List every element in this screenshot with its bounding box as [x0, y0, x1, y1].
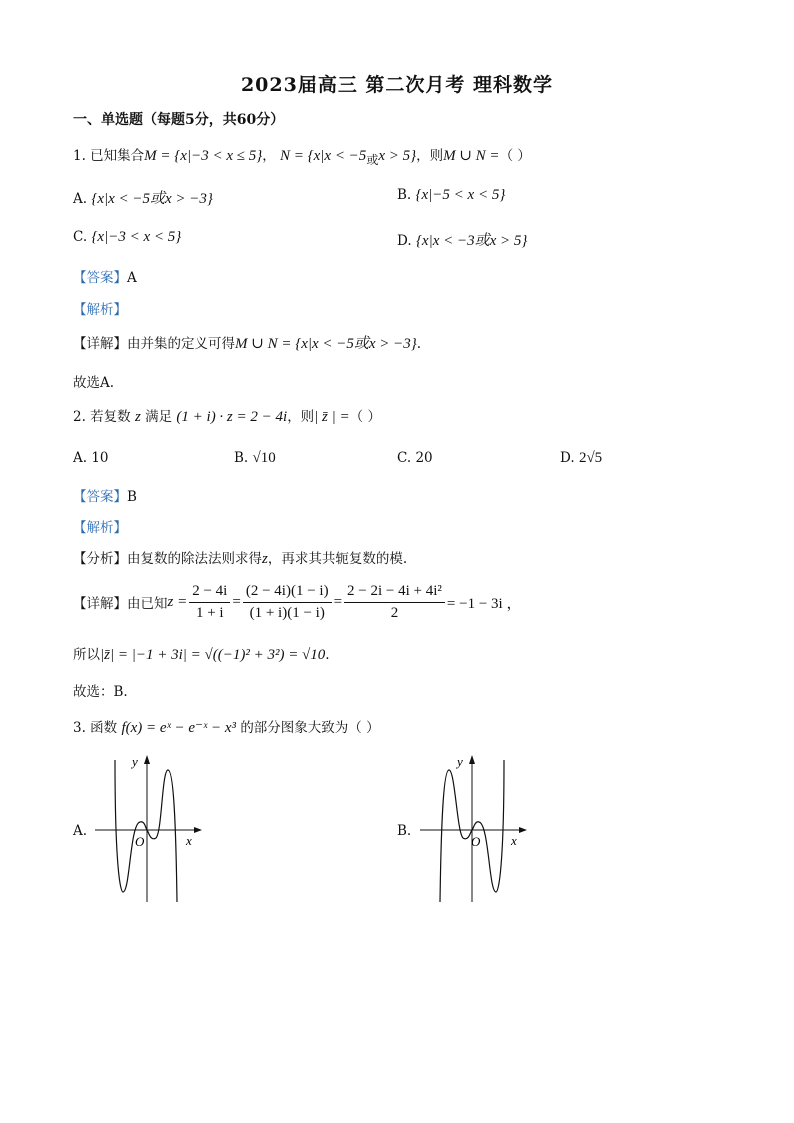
q2-fenxi-a: 由复数的除法法则求得 — [127, 551, 262, 567]
q2-fenxi — [73, 547, 407, 568]
q2-detail-result: = −1 − 3i ， — [446, 595, 522, 612]
q2-stem-mid: 满足 — [145, 409, 173, 425]
q1-detail-tag: 【详解】 — [73, 336, 127, 352]
q1-option-d-label: D. — [397, 233, 412, 249]
q2-detail-text: 由已知 — [127, 596, 168, 612]
q3-option-b-label: B. — [397, 823, 412, 839]
q2-stem — [73, 405, 381, 426]
q2-option-b-value: √10 — [252, 450, 276, 466]
q2-stem-prefix: 2. 若复数 — [73, 409, 131, 425]
q2-fraction-1-den: 1 + i — [195, 604, 224, 621]
q2-fenxi-z: z — [262, 551, 268, 567]
q1-union: M ∪ N = — [443, 148, 500, 164]
q1-stem — [73, 144, 531, 168]
q2-option-c — [397, 450, 433, 466]
q1-detail — [73, 332, 421, 353]
q2-fraction-2-den: (1 + i)(1 − i) — [249, 604, 325, 621]
q1-detail-end: . — [416, 336, 422, 352]
page-title: 2023届高三 第二次月考 理科数学 — [240, 74, 554, 96]
graph-a-origin-label: O — [135, 834, 145, 849]
q2-fraction-2 — [243, 583, 332, 622]
section-heading: 一、单选题（每题5分，共60分） — [73, 112, 285, 128]
graph-a-curve — [115, 760, 177, 902]
q2-detail: 【详解】 由已知 z = $\frac{2 - 4i}{1 + i}$ = $\frac{(2 - 4i)(1 - i)}{(1 + i)(1 - i)}$ = $\frac{\text{2 − 2i − 4i + 4i²}}{2}$ = −1 − 3i ， — [73, 582, 522, 621]
q2-z: z — [134, 409, 141, 425]
q2-answer — [73, 485, 137, 505]
q1-option-a — [73, 187, 213, 208]
q2-option-d-label: D. — [560, 450, 575, 466]
q1-set-n-or: 或 — [366, 153, 379, 167]
q2-fraction-1-num: 2 − 4i — [189, 583, 230, 603]
q1-set-n-b: x > 5} — [378, 148, 417, 164]
q2-option-a — [73, 450, 109, 466]
graph-b-x-label: x — [511, 833, 517, 848]
q2-fraction-3-num: 2 − 2i − 4i + 4i² — [344, 583, 445, 603]
q3-stem-prefix: 3. 函数 — [73, 720, 118, 736]
q2-answer-tag: 【答案】 — [73, 489, 127, 505]
q2-equation: (1 + i) · z = 2 − 4i — [176, 409, 288, 425]
q1-option-c — [73, 229, 181, 246]
graph-a-x-arrow — [194, 827, 202, 833]
q2-so — [73, 643, 330, 664]
q3-function: f(x) = eˣ − e⁻ˣ − x³ — [121, 720, 237, 736]
q3-graph-a — [90, 752, 210, 907]
q3-graph-b — [415, 752, 535, 907]
q2-modulus: | z̄ | = — [314, 409, 350, 425]
q2-option-c-value: 20 — [415, 450, 433, 466]
graph-b-x-arrow — [519, 827, 527, 833]
q2-option-b-label: B. — [234, 450, 249, 466]
q1-sep: ， — [262, 148, 276, 164]
q1-tail-prefix: ，则 — [416, 148, 444, 164]
q2-answer-value: B — [127, 489, 137, 505]
q2-conclusion: 故选：B. — [73, 684, 128, 700]
q1-option-c-label: C. — [73, 229, 88, 245]
q2-fraction-3 — [344, 583, 445, 622]
q1-answer — [73, 266, 137, 286]
q1-option-b — [397, 187, 505, 204]
q1-answer-value: A — [127, 270, 137, 286]
q1-detail-text: 由并集的定义可得 — [127, 336, 235, 352]
q1-analysis-tag: 【解析】 — [73, 302, 127, 318]
q1-answer-tag: 【答案】 — [73, 270, 127, 286]
graph-a-x-label: x — [186, 833, 192, 848]
q1-paren: （ ） — [499, 148, 531, 164]
q2-fraction-2-num: (2 − 4i)(1 − i) — [243, 583, 332, 603]
q2-fraction-3-den: 2 — [390, 604, 399, 621]
q2-option-c-label: C. — [397, 450, 412, 466]
q2-fraction-1 — [189, 583, 230, 622]
q3-option-a-label: A. — [73, 823, 88, 839]
q1-set-n-a: N = {x|x < −5 — [280, 148, 367, 164]
q2-option-d-value: 2√5 — [578, 450, 603, 466]
q1-option-a-set: {x|x < −5或x > −3} — [91, 191, 213, 207]
graph-b-origin-label: O — [471, 834, 481, 849]
q2-option-a-label: A. — [73, 450, 88, 466]
q1-option-d — [397, 229, 527, 250]
q1-option-a-label: A. — [73, 191, 88, 207]
q1-set-m: M = {x|−3 < x ≤ 5} — [144, 148, 263, 164]
q2-stem-tail: ，则 — [287, 409, 315, 425]
q1-option-b-label: B. — [397, 187, 412, 203]
graph-b-y-arrow — [469, 755, 475, 764]
q2-fenxi-b: ，再求其共轭复数的模. — [267, 551, 408, 567]
q2-paren: （ ） — [349, 409, 381, 425]
q1-option-c-set: {x|−3 < x < 5} — [91, 229, 182, 245]
graph-a-y-arrow — [144, 755, 150, 764]
q2-so-math: |z̄| = |−1 + 3i| = √((−1)² + 3²) = √10 — [100, 647, 326, 663]
q2-so-text: 所以 — [73, 647, 100, 663]
q2-so-end: . — [325, 647, 330, 663]
q1-option-b-set: {x|−5 < x < 5} — [415, 187, 506, 203]
q3-stem — [73, 716, 380, 737]
q2-detail-tag: 【详解】 — [73, 596, 127, 612]
q2-detail-lhs: z = — [167, 593, 188, 610]
q2-fenxi-tag: 【分析】 — [73, 551, 127, 567]
q2-analysis-tag: 【解析】 — [73, 520, 127, 536]
q1-option-d-set: {x|x < −3或x > 5} — [415, 233, 528, 249]
q2-option-a-value: 10 — [91, 450, 109, 466]
q1-conclusion: 故选A. — [73, 375, 115, 391]
q1-detail-math: M ∪ N = {x|x < −5或x > −3} — [235, 336, 417, 352]
q2-option-b — [234, 450, 276, 467]
q1-stem-prefix: 1. 已知集合 — [73, 148, 145, 164]
graph-b-y-label: y — [457, 754, 463, 769]
q3-stem-tail: 的部分图象大致为（ ） — [240, 720, 380, 736]
graph-a-y-label: y — [132, 754, 138, 769]
q2-option-d — [560, 450, 602, 467]
